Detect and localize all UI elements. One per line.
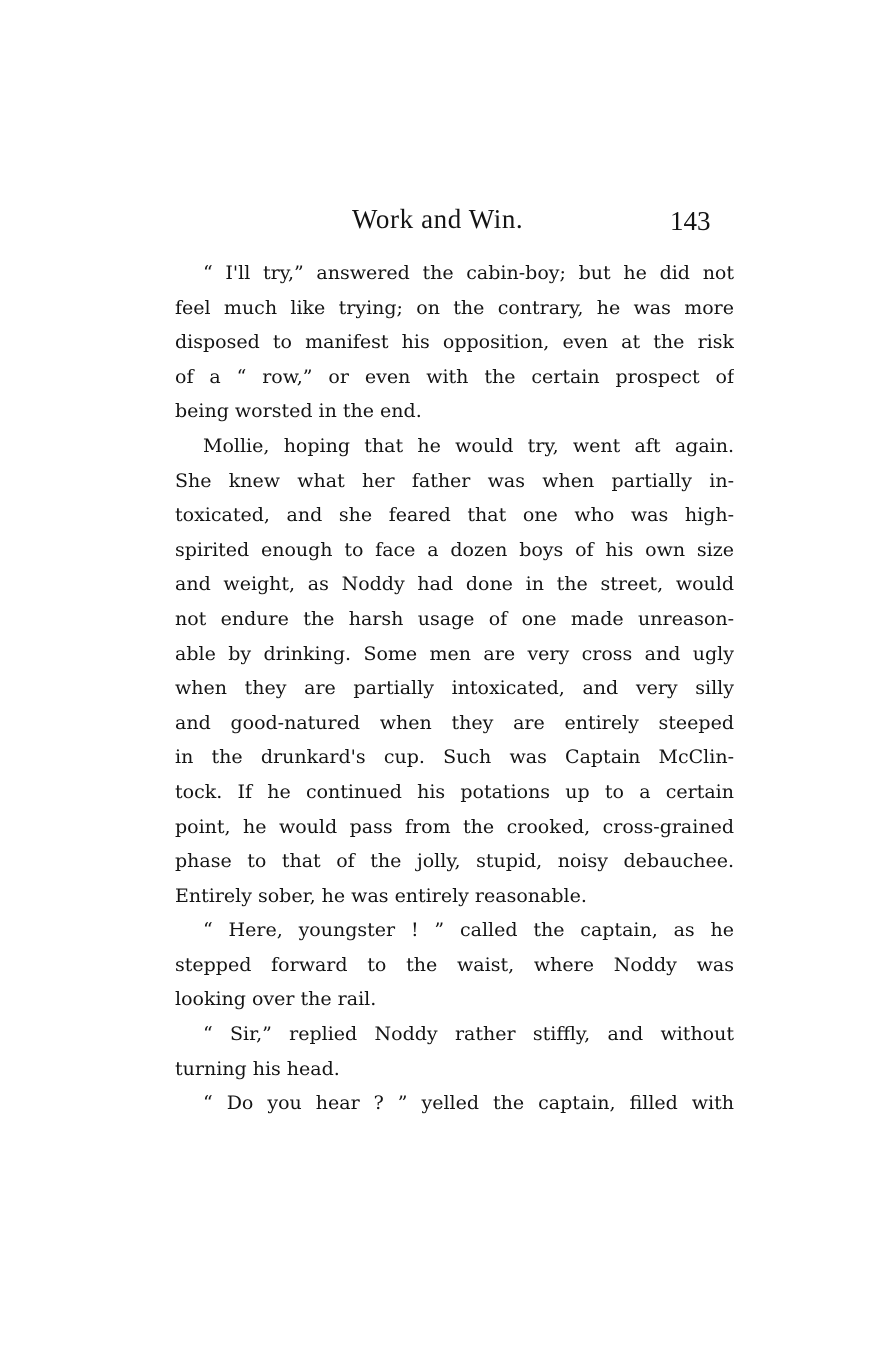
text-line: Mollie, hoping that he would try, went aft again. bbox=[203, 434, 734, 457]
page-number: 143 bbox=[670, 206, 711, 236]
text-line: turning his head. bbox=[175, 1057, 340, 1080]
running-title: Work and Win. bbox=[352, 204, 524, 234]
text-line: toxicated, and she feared that one who was high- bbox=[175, 504, 734, 527]
text-line: feel much like trying; on the contrary, he was more bbox=[175, 296, 734, 319]
text-line: of a “ row,” or even with the certain prospect of bbox=[175, 365, 734, 388]
text-line: when they are partially intoxicated, and very silly bbox=[175, 677, 734, 700]
text-line: and weight, as Noddy had done in the street, would bbox=[175, 573, 734, 596]
text-line: “ Do you hear ? ” yelled the captain, filled with bbox=[203, 1092, 734, 1115]
text-line: point, he would pass from the crooked, cross-grained bbox=[175, 815, 734, 838]
text-line: Entirely sober, he was entirely reasonable. bbox=[175, 884, 587, 907]
text-line: able by drinking. Some men are very cross and ugly bbox=[175, 642, 734, 665]
text-line: “ Sir,” replied Noddy rather stiffly, and without bbox=[203, 1023, 734, 1046]
text-line: and good-natured when they are entirely steeped bbox=[175, 711, 734, 734]
body-text bbox=[175, 256, 734, 1121]
text-line: “ Here, youngster ! ” called the captain, as he bbox=[203, 919, 734, 942]
text-line: spirited enough to face a dozen boys of his own size bbox=[175, 538, 734, 561]
text-line: She knew what her father was when partially in- bbox=[175, 469, 734, 492]
text-line: phase to that of the jolly, stupid, noisy debauchee. bbox=[175, 850, 734, 873]
text-line: disposed to manifest his opposition, even at the risk bbox=[175, 331, 734, 354]
text-line: being worsted in the end. bbox=[175, 400, 422, 423]
text-line: “ I'll try,” answered the cabin-boy; but he did not bbox=[203, 262, 734, 284]
text-line: in the drunkard's cup. Such was Captain McClin- bbox=[175, 746, 734, 769]
text-line: stepped forward to the waist, where Noddy was bbox=[175, 953, 734, 976]
text-line: not endure the harsh usage of one made unreason- bbox=[175, 607, 734, 630]
text-line: tock. If he continued his potations up to a certain bbox=[175, 780, 734, 803]
text-line: looking over the rail. bbox=[175, 988, 377, 1011]
